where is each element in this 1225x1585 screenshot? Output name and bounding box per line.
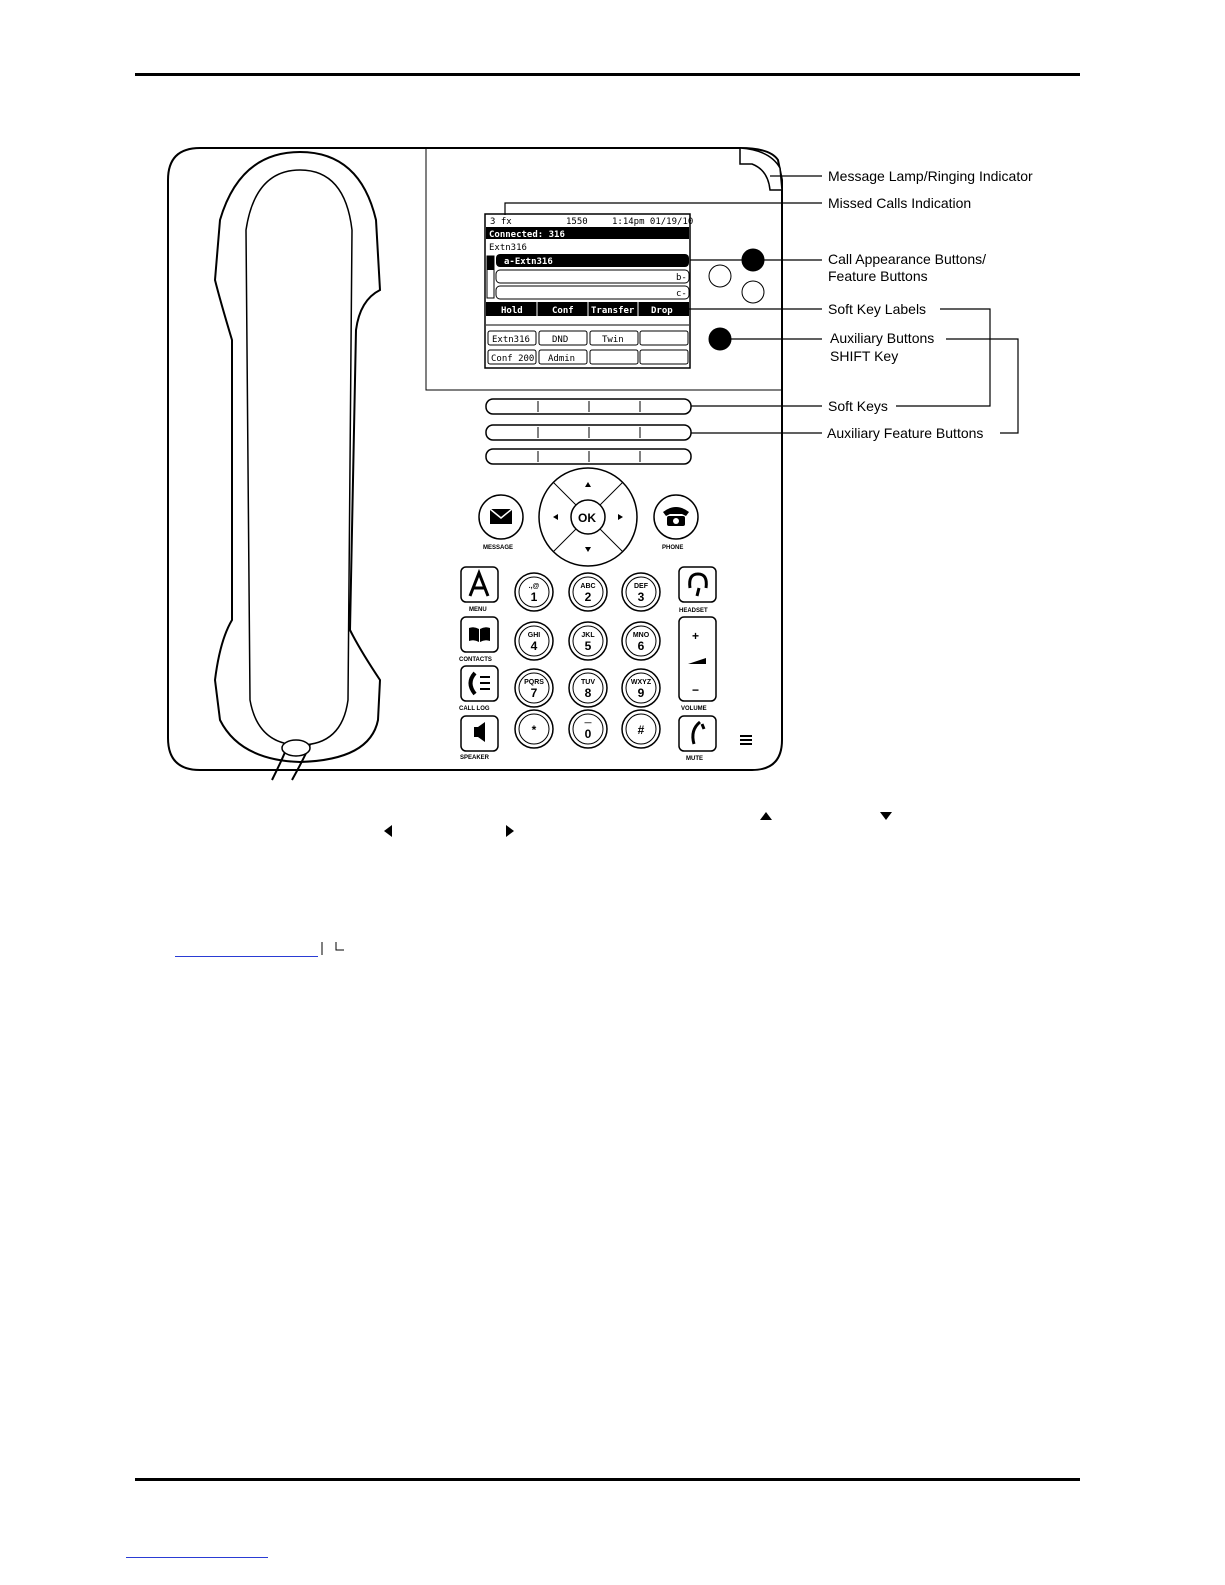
callout-auxiliary-buttons: Auxiliary Buttons bbox=[830, 330, 935, 346]
dial-key-3[interactable] bbox=[622, 573, 660, 611]
headset-label: HEADSET bbox=[679, 608, 708, 614]
down-arrow-icon bbox=[880, 812, 892, 820]
dial-key-digit: 0 bbox=[584, 727, 592, 741]
softkey-label-4: Drop bbox=[651, 306, 673, 316]
dial-key-4[interactable] bbox=[515, 622, 553, 660]
callout-message-lamp: Message Lamp/Ringing Indicator bbox=[828, 168, 1033, 184]
dial-key-letters: — bbox=[584, 720, 592, 727]
dial-key-letters: JKL bbox=[581, 632, 595, 639]
connected-text: Connected: 316 bbox=[489, 230, 565, 240]
dial-key-digit: 5 bbox=[584, 639, 592, 653]
soft-keys[interactable] bbox=[486, 399, 691, 414]
callout-auxiliary-feature-buttons: Auxiliary Feature Buttons bbox=[827, 425, 984, 441]
status-center: 1550 bbox=[566, 217, 588, 227]
volume-minus[interactable]: − bbox=[692, 683, 700, 697]
volume-label: VOLUME bbox=[681, 706, 707, 712]
dial-key-digit: 3 bbox=[637, 590, 645, 604]
dial-key-letters: TUV bbox=[581, 679, 595, 686]
status-left: 3 fx bbox=[490, 217, 512, 227]
dial-key-1[interactable] bbox=[515, 573, 553, 611]
dial-key-9[interactable] bbox=[622, 669, 660, 707]
volume-plus[interactable]: + bbox=[692, 629, 700, 643]
dial-key-letters: .,@ bbox=[528, 583, 540, 590]
contacts-label: CONTACTS bbox=[459, 657, 492, 663]
cross-ref-mark bbox=[322, 942, 344, 955]
appearance-b-bar bbox=[496, 270, 689, 283]
auxiliary-feature-buttons-row-1[interactable] bbox=[486, 425, 691, 440]
dial-key-digit: 6 bbox=[637, 639, 645, 653]
callout-call-appearance-2: Feature Buttons bbox=[828, 268, 928, 284]
auxiliary-feature-buttons-row-2[interactable] bbox=[486, 449, 691, 464]
dial-key-5[interactable] bbox=[569, 622, 607, 660]
callout-missed-calls: Missed Calls Indication bbox=[828, 195, 972, 211]
aux-label-5: Conf 200 bbox=[491, 354, 535, 364]
shift-key-button[interactable] bbox=[709, 328, 731, 350]
dial-key-7[interactable] bbox=[515, 669, 553, 707]
call-log-label: CALL LOG bbox=[459, 706, 490, 712]
appearance-c-text: c- bbox=[676, 289, 687, 299]
dial-key-digit: 4 bbox=[530, 639, 538, 653]
envelope-icon bbox=[490, 509, 512, 524]
softkey-label-1: Hold bbox=[501, 306, 523, 316]
dial-key-digit: * bbox=[531, 723, 537, 737]
callout-call-appearance-1: Call Appearance Buttons/ bbox=[828, 251, 986, 267]
call-appearance-button-2[interactable] bbox=[709, 265, 731, 287]
menu-label: MENU bbox=[469, 607, 487, 613]
dial-key-8[interactable] bbox=[569, 669, 607, 707]
phone-label: PHONE bbox=[662, 545, 684, 551]
aux-label-2: DND bbox=[552, 335, 569, 345]
dial-keypad[interactable] bbox=[515, 573, 660, 748]
dial-key-6[interactable] bbox=[622, 622, 660, 660]
dial-key-digit: 1 bbox=[530, 590, 538, 604]
aux-label-1: Extn316 bbox=[492, 335, 530, 345]
appearance-c-bar bbox=[496, 286, 689, 299]
dial-key-digit: 9 bbox=[637, 686, 645, 700]
dial-key-star[interactable] bbox=[515, 710, 553, 748]
navigation-cluster[interactable] bbox=[539, 468, 637, 566]
softkey-label-2: Conf bbox=[552, 306, 574, 316]
lcd-screen bbox=[485, 214, 693, 368]
left-arrow-icon bbox=[384, 825, 392, 837]
callout-soft-keys: Soft Keys bbox=[828, 398, 888, 414]
dial-key-0[interactable] bbox=[569, 710, 607, 748]
dial-key-digit: 2 bbox=[584, 590, 592, 604]
dial-key-letters: ABC bbox=[580, 583, 596, 590]
dial-key-letters: WXYZ bbox=[630, 679, 652, 686]
dial-key-digit: 7 bbox=[530, 686, 538, 700]
dial-key-digit: 8 bbox=[584, 686, 592, 700]
callout-soft-key-labels: Soft Key Labels bbox=[828, 301, 927, 317]
mute-label: MUTE bbox=[686, 756, 703, 762]
right-arrow-icon bbox=[506, 825, 514, 837]
aux-label-3: Twin bbox=[602, 335, 624, 345]
dial-key-letters: GHI bbox=[527, 632, 541, 639]
appearance-b-text: b- bbox=[676, 273, 687, 283]
appearance-a-text: a-Extn316 bbox=[504, 257, 553, 267]
dial-key-2[interactable] bbox=[569, 573, 607, 611]
message-label: MESSAGE bbox=[483, 545, 514, 551]
dial-key-letters: PQRS bbox=[524, 679, 544, 686]
softkey-label-3: Transfer bbox=[591, 306, 635, 316]
device-logo bbox=[740, 735, 752, 745]
aux-label-6: Admin bbox=[548, 354, 576, 364]
ok-button[interactable]: OK bbox=[578, 511, 596, 525]
up-arrow-icon bbox=[760, 812, 772, 820]
volume-rocker[interactable] bbox=[679, 617, 716, 712]
dial-key-letters: MNO bbox=[632, 632, 650, 639]
dial-key-digit: # bbox=[637, 723, 645, 737]
dial-key-letters: DEF bbox=[634, 583, 648, 590]
call-appearance-button-1[interactable] bbox=[742, 249, 764, 271]
callout-shift-key: SHIFT Key bbox=[830, 348, 899, 364]
dial-key-hash[interactable] bbox=[622, 710, 660, 748]
speaker-label: SPEAKER bbox=[460, 755, 490, 761]
call-appearance-button-3[interactable] bbox=[742, 281, 764, 303]
caller-text: Extn316 bbox=[489, 243, 527, 253]
status-right: 1:14pm 01/19/10 bbox=[612, 217, 694, 227]
